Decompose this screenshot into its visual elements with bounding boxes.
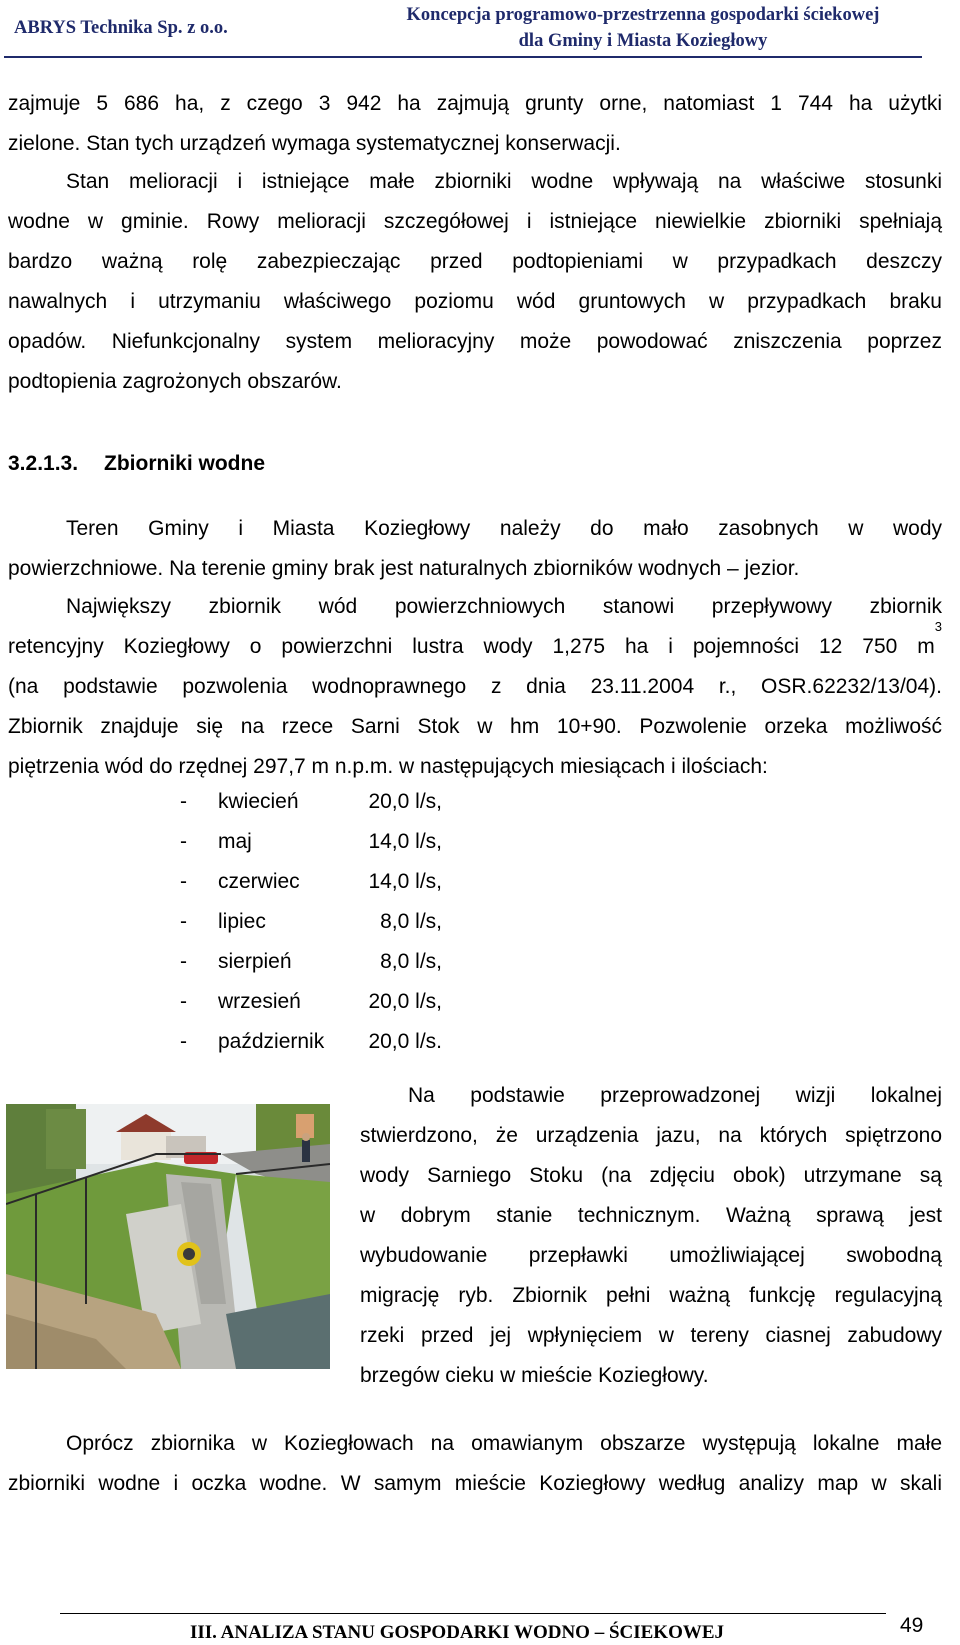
text-line: Największy zbiornik wód powierzchniowych stanowi przepływowy zbiornik bbox=[66, 595, 942, 618]
list-rate: 8,0 l/s, bbox=[380, 910, 442, 933]
text-line: (na podstawie pozwolenia wodnoprawnego z dnia 23.11.2004 r., OSR.62232/13/04). bbox=[8, 675, 942, 698]
document-title bbox=[383, 2, 903, 54]
footer-rule bbox=[60, 1613, 886, 1614]
superscript: 3 bbox=[934, 619, 942, 634]
text-line: zajmuje 5 686 ha, z czego 3 942 ha zajmują grunty orne, natomiast 1 744 ha użytki bbox=[8, 92, 942, 115]
list-month: sierpień bbox=[218, 950, 292, 973]
text-line: zielone. Stan tych urządzeń wymaga systematycznej konserwacji. bbox=[8, 132, 621, 155]
text-line: Oprócz zbiornika w Koziegłowach na omawianym obszarze występują lokalne małe bbox=[66, 1432, 942, 1455]
list-rate: 14,0 l/s, bbox=[368, 830, 442, 853]
text-line: piętrzenia wód do rzędnej 297,7 m n.p.m. w następujących miesiącach i ilościach: bbox=[8, 755, 768, 778]
weir-photo bbox=[6, 1104, 330, 1369]
list-month: maj bbox=[218, 830, 252, 853]
list-month: lipiec bbox=[218, 910, 266, 933]
list-rate: 20,0 l/s, bbox=[368, 790, 442, 813]
text-line: Teren Gminy i Miasta Koziegłowy należy do mało zasobnych w wody bbox=[66, 517, 942, 540]
section-title: Zbiorniki wodne bbox=[104, 452, 265, 475]
text-line: powierzchniowe. Na terenie gminy brak jest naturalnych zbiorników wodnych – jezior. bbox=[8, 557, 800, 580]
text-line: Na podstawie przeprowadzonej wizji lokalnej bbox=[408, 1084, 942, 1107]
text-line: stwierdzono, że urządzenia jazu, na których spiętrzono bbox=[360, 1124, 942, 1147]
section-heading bbox=[8, 452, 265, 476]
list-item bbox=[180, 822, 442, 862]
text-line: brzegów cieku w mieście Koziegłowy. bbox=[360, 1364, 709, 1387]
text-line: migrację ryb. Zbiornik pełni ważną funkcję regulacyjną bbox=[360, 1284, 942, 1307]
list-dash: - bbox=[180, 870, 187, 893]
list-item bbox=[180, 1022, 442, 1062]
list-rate: 8,0 l/s, bbox=[380, 950, 442, 973]
text-line: Stan melioracji i istniejące małe zbiorniki wodne wpływają na właściwe stosunki bbox=[66, 170, 942, 193]
text-line bbox=[8, 619, 942, 667]
list-item bbox=[180, 782, 442, 822]
paragraph-small-reservoirs bbox=[8, 1424, 942, 1504]
header-rule bbox=[4, 56, 922, 58]
text-line: opadów. Niefunkcjonalny system melioracyjny może powodować zniszczenia poprzez bbox=[8, 330, 942, 353]
list-item bbox=[180, 862, 442, 902]
text-line: w dobrym stanie technicznym. Ważną sprawą jest bbox=[360, 1204, 942, 1227]
page-number: 49 bbox=[900, 1614, 924, 1637]
list-month: październik bbox=[218, 1030, 325, 1053]
company-name: ABRYS Technika Sp. z o.o. bbox=[14, 18, 228, 38]
paragraph-melioration bbox=[8, 162, 942, 402]
text-line: bardzo ważną rolę zabezpieczając przed podtopieniami w przypadkach deszczy bbox=[8, 250, 942, 273]
list-month: wrzesień bbox=[218, 990, 301, 1013]
list-item bbox=[180, 902, 442, 942]
list-dash: - bbox=[180, 910, 187, 933]
list-dash: - bbox=[180, 950, 187, 973]
list-dash: - bbox=[180, 1030, 187, 1053]
paragraph-surface-water bbox=[8, 509, 942, 589]
list-rate: 14,0 l/s, bbox=[368, 870, 442, 893]
paragraph-reservoir bbox=[8, 587, 942, 787]
document-title-line1: Koncepcja programowo-przestrzenna gospodarki ściekowej bbox=[406, 5, 880, 25]
document-title-line2: dla Gminy i Miasta Koziegłowy bbox=[518, 31, 768, 51]
text-line: Zbiornik znajduje się na rzece Sarni Stok w hm 10+90. Pozwolenie orzeka możliwość bbox=[8, 715, 942, 738]
section-number: 3.2.1.3. bbox=[8, 452, 79, 475]
text-line: podtopienia zagrożonych obszarów. bbox=[8, 370, 342, 393]
flow-rate-list bbox=[180, 782, 442, 1062]
list-month: kwiecień bbox=[218, 790, 299, 813]
text-line: wody Sarniego Stoku (na zdjęciu obok) utrzymane są bbox=[360, 1164, 942, 1187]
list-item bbox=[180, 982, 442, 1022]
list-rate: 20,0 l/s. bbox=[368, 1030, 442, 1053]
text-fragment: retencyjny Koziegłowy o powierzchni lustra wody 1,275 ha i pojemności 12 750 m bbox=[8, 635, 935, 658]
list-dash: - bbox=[180, 830, 187, 853]
paragraph-land-use bbox=[8, 84, 942, 164]
text-line: zbiorniki wodne i oczka wodne. W samym mieście Koziegłowy według analizy map w skali bbox=[8, 1472, 942, 1495]
text-line: wodne w gminie. Rowy melioracji szczegółowej i istniejące niewielkie zbiorniki spełniają bbox=[8, 210, 942, 233]
list-rate: 20,0 l/s, bbox=[368, 990, 442, 1013]
text-line: wybudowanie przepławki umożliwiającej swobodną bbox=[360, 1244, 942, 1267]
text-line: rzeki przed jej wpłynięciem w tereny ciasnej zabudowy bbox=[360, 1324, 942, 1347]
list-dash: - bbox=[180, 790, 187, 813]
list-item bbox=[180, 942, 442, 982]
list-month: czerwiec bbox=[218, 870, 300, 893]
chapter-title: III. ANALIZA STANU GOSPODARKI WODNO – ŚCIEKOWEJ bbox=[190, 1622, 725, 1643]
text-line: nawalnych i utrzymaniu właściwego poziomu wód gruntowych w przypadkach braku bbox=[8, 290, 942, 313]
list-dash: - bbox=[180, 990, 187, 1013]
paragraph-inspection bbox=[360, 1076, 942, 1396]
